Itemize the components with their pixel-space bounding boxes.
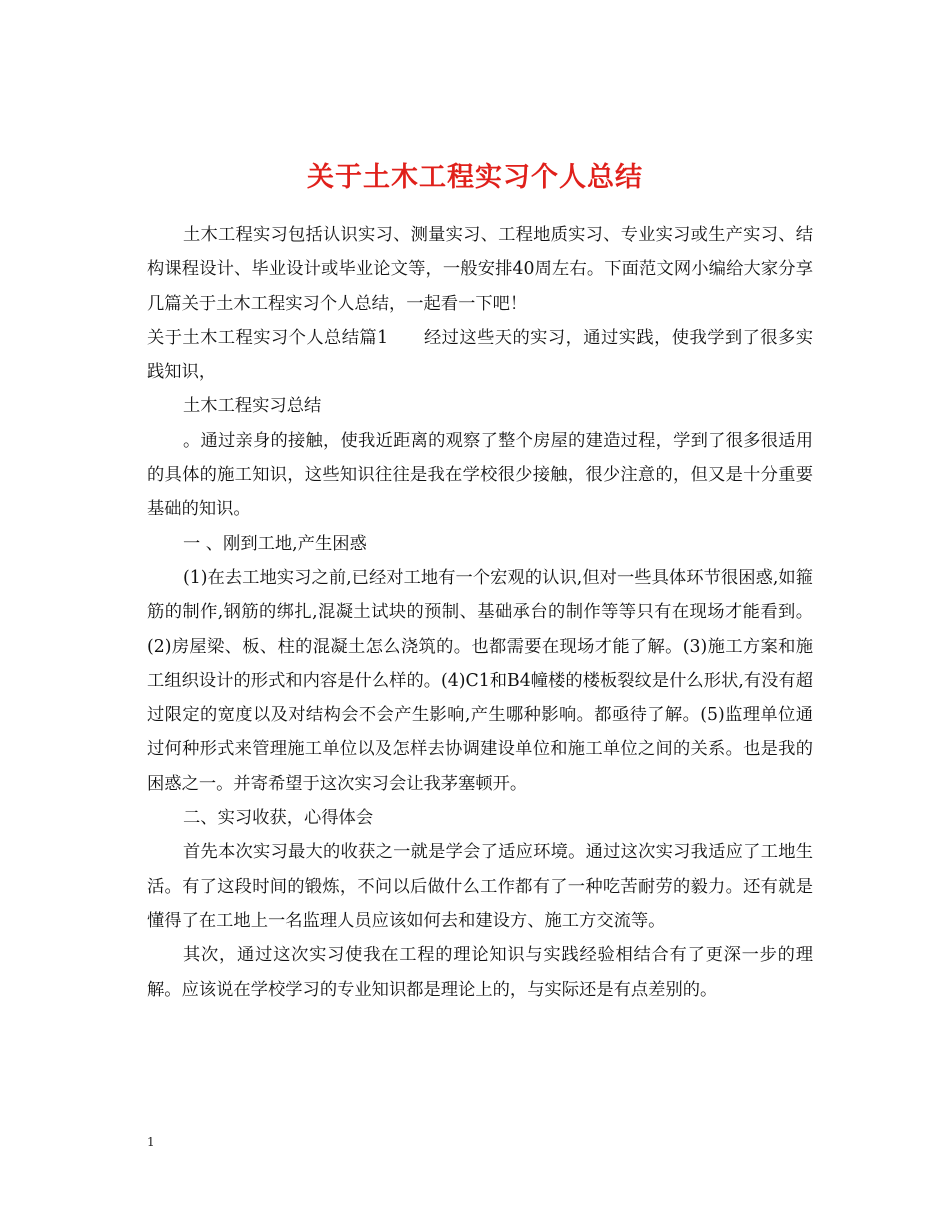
paragraph-section-1-heading: 关于土木工程实习个人总结篇1 经过这些天的实习，通过实践，使我学到了很多实践知识，: [147, 327, 813, 383]
paragraph-summary-label: 土木工程实习总结: [183, 396, 322, 417]
heading-gains: 二、实习收获，心得体会: [183, 808, 374, 829]
document-title: 关于土木工程实习个人总结: [307, 162, 643, 194]
document-body: [147, 218, 813, 1007]
paragraph-gain-first: 首先本次实习最大的收获之一就是学会了适应环境。通过这次实习我适应了工地生活。有了这段时间的锻炼，不问以后做什么工作都有了一种吃苦耐劳的毅力。还有就是懂得了在工地上一名监理人员应该如何去和建设方、施工方交流等。: [147, 842, 813, 931]
paragraph-confusion-list: (1)在去工地实习之前,已经对工地有一个宏观的认识,但对一些具体环节很困惑,如箍筋的制作,钢筋的绑扎,混凝土试块的预制、基础承台的制作等等只有在现场才能看到。(2)房屋梁、板、柱的混凝土怎么浇筑的。也都需要在现场才能了解。(3)施工方案和施工组织设计的形式和内容是什么样的。(4)C1和B4幢楼的楼板裂纹是什么形状,有没有超过限定的宽度以及对结构会不会产生影响,产生哪种影响。都亟待了解。(5)监理单位通过何种形式来管理施工单位以及怎样去协调建设单位和施工单位之间的关系。也是我的困惑之一。并寄希望于这次实习会让我茅塞顿开。: [147, 567, 813, 794]
heading-confusion: 一 、刚到工地,产生困惑: [183, 533, 367, 554]
paragraph-gain-second: 其次，通过这次实习使我在工程的理论知识与实践经验相结合有了更深一步的理解。应该说在学校学习的专业知识都是理论上的，与实际还是有点差别的。: [147, 945, 813, 1000]
page-number: 1: [147, 1135, 155, 1149]
paragraph-observation: 。通过亲身的接触，使我近距离的观察了整个房屋的建造过程，学到了很多很适用的具体的施工知识，这些知识往往是我在学校很少接触，很少注意的，但又是十分重要基础的知识。: [147, 430, 813, 520]
paragraph-intro: 土木工程实习包括认识实习、测量实习、工程地质实习、专业实习或生产实习、结构课程设计、毕业设计或毕业论文等，一般安排40周左右。下面范文网小编给大家分享几篇关于土木工程实习个人总结，一起看一下吧！: [147, 225, 813, 314]
